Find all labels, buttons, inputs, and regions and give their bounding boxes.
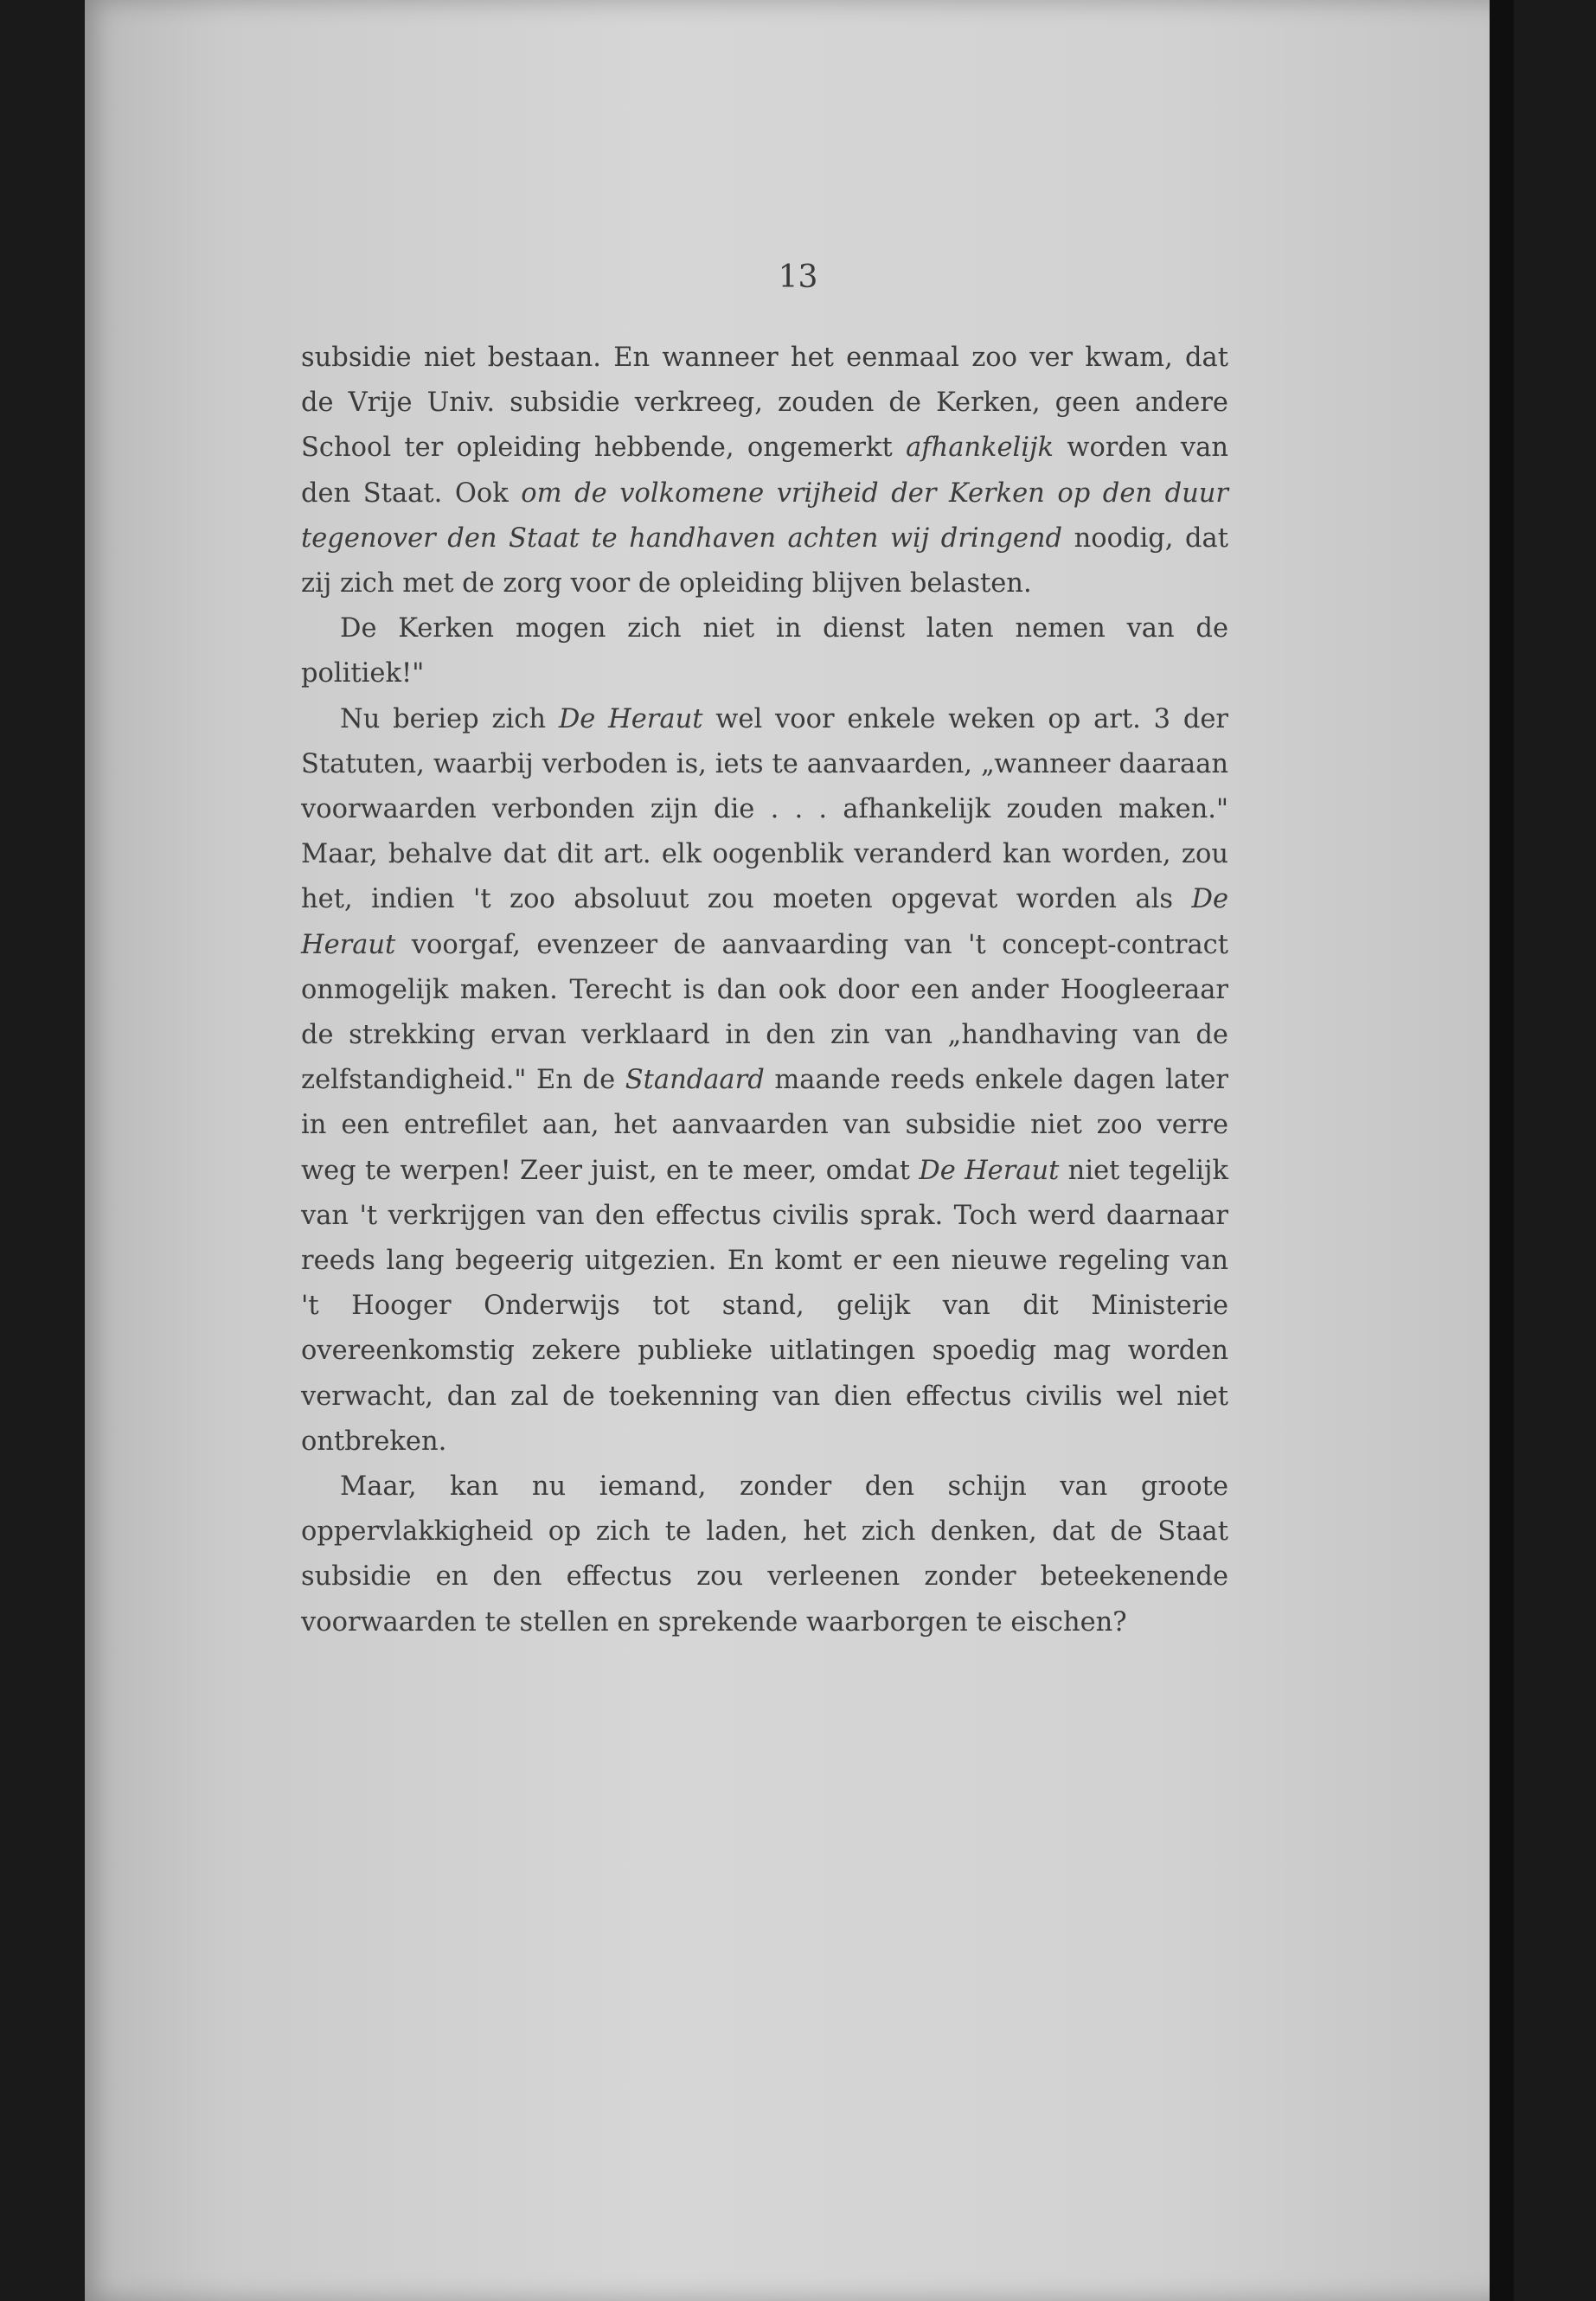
page-edge-shadow: [1490, 0, 1514, 2301]
page-number: 13: [778, 260, 818, 295]
text-run: worden van den Staat. Ook: [301, 433, 1228, 509]
italic-text-run: De Heraut: [301, 884, 1228, 960]
italic-text-run: Standaard: [625, 1065, 765, 1096]
text-run: niet tegelijk van 't verkrijgen van den effectus civilis sprak. Toch werd daarnaar reeds lang begeerig uitgezien. En komt er een nieuwe regeling van 't Hooger Onderwijs tot stand, gelijk van dit Ministerie overeenkomstig zekere publieke uitlatingen spoedig mag worden verwacht, dan zal de toekenning van dien effectus civilis wel niet ontbreken.: [301, 1155, 1228, 1457]
text-run: Maar, kan nu iemand, zonder den schijn van groote oppervlakkigheid op zich te laden, het zich denken, dat de Staat subsidie en den effectus zou verleenen zonder beteekenende voorwaarden te stellen en sprekende waarborgen te eischen?: [301, 1471, 1228, 1638]
text-run: voorgaf, evenzeer de aanvaarding van 't concept-contract onmogelijk maken. Terecht is dan ook door een ander Hoogleeraar de strekking ervan verklaard in den zin van „handhaving van de zelfstandigheid." En de: [301, 929, 1228, 1096]
italic-text-run: De Heraut: [919, 1155, 1060, 1186]
text-run: maande reeds enkele dagen later in een entrefilet aan, het aanvaarden van subsidie niet zoo verre weg te werpen! Zeer juist, en te meer, omdat: [301, 1065, 1228, 1186]
italic-text-run: om de volkomene vrijheid der Kerken op den duur tegenover den Staat te handhaven achten wij dringend: [301, 478, 1228, 554]
paragraph: [301, 1465, 1228, 1645]
text-run: wel voor enkele weken op art. 3 der Statuten, waarbij verboden is, iets te aanvaarden, „wanneer daaraan voorwaarden verbonden zijn die . . . afhankelijk zouden maken." Maar, behalve dat dit art. elk oogenblik veranderd kan worden, zou het, indien 't zoo absoluut zou moeten opgevat worden als: [301, 703, 1228, 915]
text-run: subsidie niet bestaan. En wanneer het eenmaal zoo ver kwam, dat de Vrije Univ. subsidie verkreeg, zouden de Kerken, geen andere School ter opleiding hebbende, ongemerkt: [301, 343, 1228, 464]
body-text: [301, 336, 1228, 1645]
text-run: noodig, dat zij zich met de zorg voor de opleiding blijven belasten.: [301, 522, 1228, 599]
text-run: De Kerken mogen zich niet in dienst laten nemen van de politiek!": [301, 613, 1228, 689]
paragraph: [301, 606, 1228, 696]
italic-text-run: De Heraut: [558, 703, 703, 734]
paragraph: [301, 336, 1228, 606]
text-run: Nu beriep zich: [340, 703, 559, 734]
paragraph: [301, 697, 1228, 1465]
italic-text-run: afhankelijk: [906, 433, 1054, 464]
